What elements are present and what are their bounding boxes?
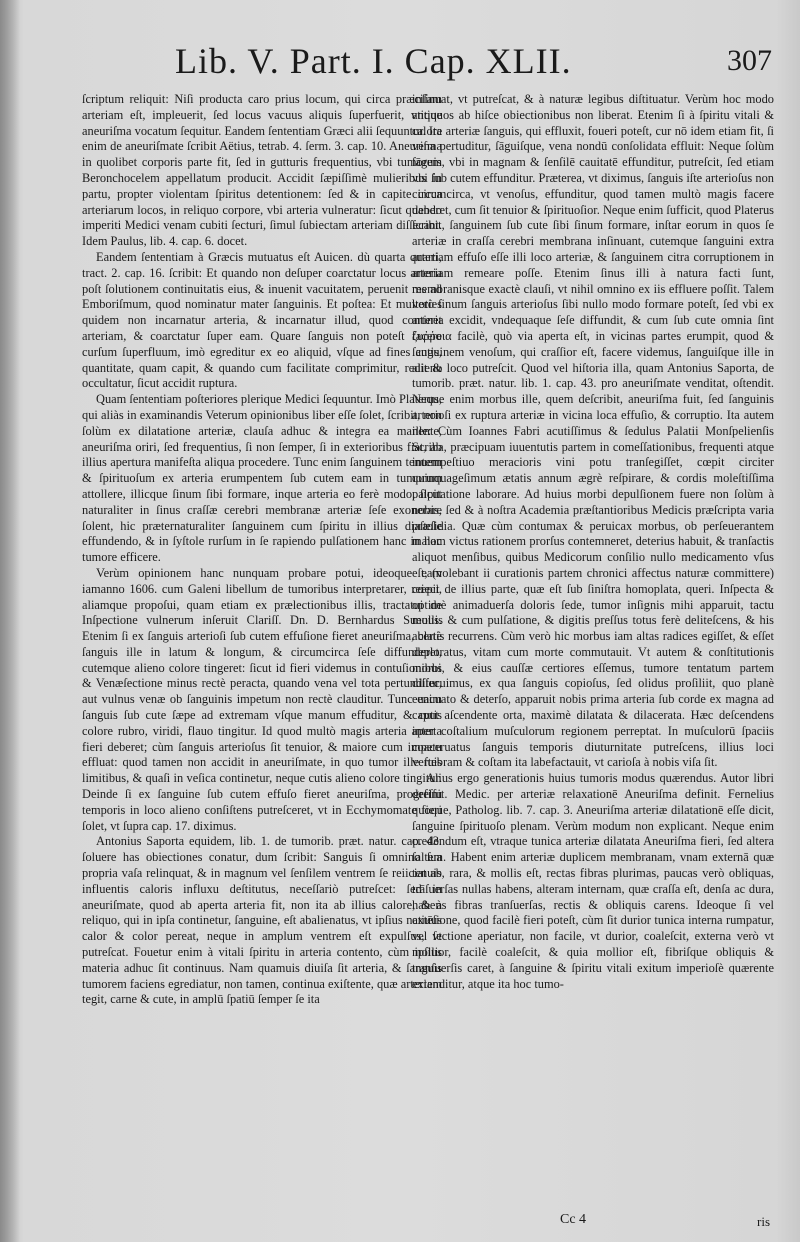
paragraph: inſinuat, vt putreſcat, & à naturæ legibus diſtituatur. Verùm hoc modo antiquos ab hiſce obiectionibus non liberat. Etenim ſi à ſpiritu vitali & calore arteriæ ſanguis, qui effluxit, foueri poteſt, cur nō idem etiam fit, ſi vena pertuditur, ſāguiſque, vena nondū conſolidata effluit: Neque ſolùm ſāguis, vbi in magnam & ſenſilē cauitatē effunditur, putreſcit, ſed etiam vbi ſub cutem effunditur. Præterea, vt diximus, ſanguis iſte arterioſus non circumcirca, vt venoſus, effunditur, quod tamen multò magis facere deberet, cum ſit tenuior & ſpirituoſior. Neque enim ſufficit, quod Platerus ſcribit, ſanguinem ſub cute ſibi ſinum formare, inſtar eorum in quos ſe arteriæ in craſſa cerebri membrana inſinuant, cutemque ſanguini extra arteriam effuſo eſſe illi loco arteriæ, & ſanguinem citra corruptionem in arteriam remeare poſſe. Etenim ſinus illi à natura facti ſunt, membranisque exactè clauſi, vt nihil omnino ex iis effluere poſſit. Talem verò ſinum ſanguis arterioſus ſibi nullo modo formare poteſt, ſed vbi ex arteria excidit, vndequaque ſeſe diffundit, & cum ſub cute omnia ſint ζυῤῥοια facilè, quò via aperta eſt, in vicinas partes erumpit, quod & ſanguinem venoſum, qui craſſior eſt, facere videmus, ſanguiſque ille in alieno loco putreſcit. Quod vel hiſtoria illa, quam Antonius Saporta, de tumorib. præt. natur. lib. 1. cap. 43. pro aneuriſmate venditat, oſtendit. Neque enim morbus ille, quem deſcribit, aneuriſma fuit, ſed ſanguinis arterioſi ex ruptura arteriæ in vicina loca effuſio, & corruptio. Ita autem ille: Cùm Ioannes Fabri acutiſſimus & ſedulus Palatii Monſpelienſis Scriba, præcipuam iuuentutis partem in comeſſationibus, frequenti atque intempeſtiuo meracioris vini potu tranſegiſſet, cœpit circiter quinquageſimum ætatis annum ægrè reſpirare, & cordis moleſtiſſima palpitatione laborare. Ad huius morbi depulſionem fuere non ſolùm à nobis, ſed & à noſtra Academia præſtantioribus Medicis præſcripta varia præſidia. Quæ cùm contumax & peruicax morbus, ob perſeuerantem malam victus rationem prorſus contemneret, deterius habuit, & tranſactis aliquot menſibus, quibus Medicorum conſilio nullo medicamento vſus eſt, (volebant ii curationis partem chronici affectus naturæ committere) cœpit de illius parte, quæ eſt ſub ſiniſtra homoplata, queri. Inſpecta & optimè animaduerſa doloris ſede, tumor inſignis mihi apparuit, tactu mollis & cum pulſatione, & digitis preſſus totus ferè deliteſcens, & his ablatis recurrens. Cùm verò hic morbus iam altas radices egiſſet, & eſſet deploratus, vitam cum morte commutauit. Vt autem & conſtitutionis morbi, & eius cauſſæ certiores eſſemus, tumore tentatum partem diſſecuimus, ex qua ſanguis copioſus, ſed olidus proſiliit, quo planè euacuato & deterſo, apparuit nobis prima arteria ſub corde ex magna ad caput aſcendente orta, maximè dilatata & dilacerata. Hæc deſcendens inter coſtalium muſculorum regionem perreptat. In muſculorū ſpaciis coaceruatus ſanguis temporis diuturnitate putreſcens, illius loci vertebram & coſtam ita labefactauit, vt carioſa à nobis viſa ſit. (412, 92, 774, 770)
paragraph: Alius ergo generationis huius tumoris modus quærendus. Autor libri definit. Medic. per arteriæ relaxationē Aneuriſma definit. Fernelius quoque, Patholog. lib. 7. cap. 3. Aneuriſma arteriæ dilatationē eſſe dicit, ſanguine ſpirituoſo plenam. Verùm modum non explicant. Neque enim credendum eſt, vtraque tunica arteriæ dilatata Aneuriſma fieri, ſed altera ſaltem. Habent enim arteriæ duplicem membranam, vnam externā quæ tenuis, rara, & mollis eſt, rectas fibras plurimas, paucas verò obliquas, trāſuerſas nullas habens, alteram internam, quæ craſſa eſt, denſa ac dura, habens fibras tranſuerſas, rectis & obliquis carens. Ideoque ſi vel extēſione, quod facilè fieri poteſt, cùm ſit durior tunica interna rumpatur, vel ſectione aperiatur, non facile, vt durior, coaleſcit, externa verò vt mollior, facilè coaleſcit, & quia mollior eſt, fibriſque obliquis & tranſuerſis caret, à ſanguine & ſpiritu vitali exitum imperioſè quærente extenditur, atque ita hoc tumo- (412, 771, 774, 991)
gutter-shadow (0, 0, 20, 1242)
page-header (0, 40, 800, 90)
paragraph: Eandem ſententiam à Græcis mutuatus eſt Auicen. dù quarta quarti, tract. 2. cap. 16. ſcribit: Et quando non deſuper coarctatur locus arteria poſt ſolutionem continuitatis eius, & inuenit vacuitatem, peruenit res ad Emboriſmum, quod nominatur mater ſanguinis. Et poſtea: Et multoties quidem non incarnatur arteria, & incarnatur illud, quod continet arteriam, & coarctatur ſuper eam. Quare ſanguis non poteſt facere curſum ſuperfluum, imò egreditur ex eo aliquid, vſque ad fines cutis, quantitate, quam capit, & quando cum facilitate comprimitur, redit & occultatur, ſicut accidit ruptura. (82, 249, 442, 391)
page-footer (0, 1212, 800, 1236)
right-column (412, 92, 774, 992)
left-column (82, 92, 442, 1008)
catchword: ris (757, 1214, 770, 1229)
paragraph: Verùm opinionem hanc nunquam probare potui, ideoque eam iamanno 1606. cum Galeni libellum de tumoribus interpretarer, reieci, aliamque propoſui, quam etiam ex prælectionibus illis, tractatui de Inſpectione vulnerum inſeruit Clariſſ. Dn. D. Bernhardus Sueuus. Etenim ſi ex ſanguis arterioſi ſub cutem effuſione fieret aneuriſma, certè ſanguis ille in latum & longum, & circumcirca ſeſe diffunderet, cutemque alieno colore tingeret: ſicut id fieri videmus in contuſionibus & Venæſectione minus rectè peracta, quando vena vel tota pertunditur, aut vulnus venæ ob ſanguinis impetum non rectè clauditur. Tunc enim ſanguis ſub cute ſæpe ad extremam vſque manum effuditur, & cutis colore rubro, viridi, flauo tingitur. Id quod multò magis arteria aperta fieri deberet; cùm ſanguis arterioſus ſit tenuior, & maiore cum impetu effluat: quod tamen non accidit in aneuriſmate, in quo tumor ille ſuis limitibus, & quaſi in veſica continetur, neque cutis alieno colore tingitur. Deinde ſi ex ſanguine ſub cutem effuſo fieret aneuriſma, progreſſu temporis in loco alieno conſiſtens putreſceret, vt in Ecchymomate fieri ſolet, vt ſupra cap. 17. diximus. (82, 565, 442, 833)
paragraph: Quam ſententiam poſteriores plerique Medici ſequuntur. Imò Platerus, qui aliàs in examinandis Veterum opinionibus liber eſſe ſolet, ſcribit, non ſolùm ex dilatatione arteriæ, clauſa adhuc & integra ea manente, aneuriſma oriri, ſed frequentius, ſi non ſemper, ſi in exterioribus fiat, ab illius apertura manifeſta aliqua procedere. Tunc enim ſanguinem tenuem & ſpirituoſum ex arteria erumpentem ſub cutem eam in tumorum attollere, illicque ſinum ſibi formare, inque arteria eo ferè modo, ſicut naturaliter in ſinus craſſæ cerebri membranæ arteriæ ſeſe exonerare ſolent, hic præternaturaliter ſanguinem cum ſpiritu in illius diaſtole effundendo, & in ſyſtole rurſum in ſe rapiendo pulſationem hanc in hoc tumore efficere. (82, 392, 442, 565)
signature-mark: Cc 4 (560, 1212, 587, 1227)
running-head: Lib. V. Part. I. Cap. XLII. (175, 41, 572, 81)
page-number: 307 (727, 44, 772, 77)
paragraph: Antonius Saporta equidem, lib. 1. de tumorib. præt. natur. cap. 43. ſoluere has obiectiones conatur, dum ſcribit: Sanguis ſi omnino ſua propria vaſa relinquat, & in magnum vel ſenſilem ventrem ſe reiiciat ab influentis caloris influxu deſtitutus, neceſſariò putreſcet: ſed in aneuriſmate, quod ab aperta arteria fit, non ita ab illius calore, & à reliquo, qui in ipſa continetur, ſanguine, eſt abalienatus, vt ipſius natiuus calor & color pereat, neque in amplum ventrem eſt expulſus, vt putreſcat. Fouetur enim à vitali ſpiritu in arteria contento, cùm ipſius materia adhuc ſit continuus. Nam quamuis diuiſa ſit arteria, & ſanguis tumorem faciens egrediatur, non tamen, continua exiſtente, quæ arteriam tegit, carne & cute, in amplū ſpatiū ſemper ſe ita (82, 834, 442, 1007)
paragraph: ſcriptum reliquit: Niſi producta caro prius locum, qui circa præciſam arteriam eſt, impleuerit, ſed locus vacuus aliquis ſuperfuerit, vtique aneuriſma vocatum ſequitur. Eandem ſententiam Græci alii ſequuntur. Ita enim de aneuriſmate ſcribit Aëtius, tetrab. 4. ſerm. 3. cap. 10. Aneuriſma in quolibet corporis parte fit, ſed in gutturis frequentius, vbi tumorem Beronchocelem appellatum producit. Accidit ſæpiſſimè mulieribus in partu, propter violentam ſpiritus detentionem: ſed & in capite circa arteriarum locos, in reliquo corpore, vbi arteria vulneratur: ſicut quando imperiti Medici venam cubiti ſecturi, ſimul ſubiectam arteriam diſſecant. Idem Paulus, lib. 4. cap. 6. docet. (82, 92, 442, 249)
